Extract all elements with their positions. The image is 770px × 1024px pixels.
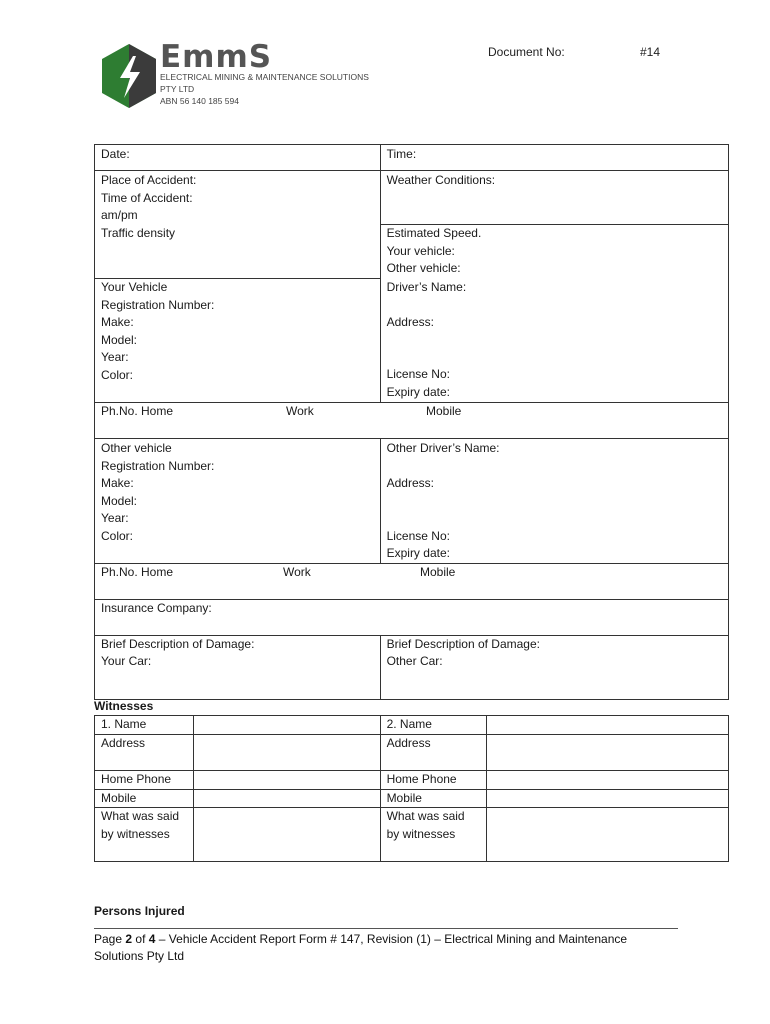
phone-row-2[interactable]	[95, 563, 729, 599]
table-row	[95, 599, 729, 635]
footer-text-2: Solutions Pty Ltd	[94, 949, 185, 963]
w2-home-phone-input[interactable]	[486, 771, 728, 790]
ampm-label: am/pm	[101, 208, 138, 222]
other-driver-license-label: License No:	[386, 528, 450, 543]
other-driver-name-label: Other Driver’s Name:	[386, 441, 500, 455]
phone2-mobile-label: Mobile	[420, 564, 456, 579]
table-row	[95, 279, 729, 403]
insurance-label: Insurance Company:	[101, 600, 212, 615]
other-vehicle-speed-label: Other vehicle:	[386, 261, 461, 275]
w1-address-label: Address	[95, 735, 194, 771]
time-cell[interactable]	[380, 145, 728, 171]
table-row	[95, 789, 729, 808]
your-vehicle-model-label: Model:	[101, 332, 138, 347]
your-vehicle-make-label: Make:	[101, 315, 134, 329]
logo-title: EmmS	[160, 39, 273, 75]
footer-divider	[94, 928, 678, 929]
w2-name-label: 2. Name	[380, 716, 486, 735]
weather-label: Weather Conditions:	[386, 173, 496, 187]
logo-line-2: PTY LTD	[160, 84, 195, 94]
w2-address-input[interactable]	[486, 735, 728, 771]
your-vehicle-reg-label: Registration Number:	[101, 297, 215, 312]
w2-home-phone-label: Home Phone	[380, 771, 486, 790]
w1-name-label: 1. Name	[95, 716, 194, 735]
footer-page-label: Page	[94, 932, 123, 946]
table-row	[95, 145, 729, 171]
phone2-home-label: Ph.No. Home	[101, 564, 174, 579]
driver-license-label: License No:	[386, 367, 450, 381]
weather-cell[interactable]	[380, 171, 728, 225]
other-vehicle-model-label: Model:	[101, 493, 138, 508]
damage-left-title: Brief Description of Damage:	[101, 636, 255, 651]
table-row	[95, 771, 729, 790]
footer-text-1: – Vehicle Accident Report Form # 147, Revision (1) – Electrical Mining and Maintenance	[158, 932, 628, 946]
other-vehicle-title: Other vehicle	[101, 441, 172, 455]
time-of-accident-label: Time of Accident:	[101, 190, 193, 205]
other-vehicle-make-label: Make:	[101, 476, 134, 490]
phone1-home-label: Ph.No. Home	[101, 404, 174, 418]
time-label: Time:	[386, 147, 417, 161]
witnesses-heading: Witnesses	[94, 699, 154, 713]
phone-row-1[interactable]	[95, 403, 729, 439]
w2-said-label-2: by witnesses	[386, 826, 456, 841]
place-cell[interactable]	[95, 171, 381, 225]
other-driver-cell[interactable]	[380, 439, 728, 564]
w2-mobile-input[interactable]	[486, 789, 728, 808]
damage-other-car-cell[interactable]	[380, 635, 728, 699]
table-row	[95, 171, 729, 225]
traffic-label: Traffic density	[101, 225, 176, 240]
document-number-value: #14	[640, 45, 661, 59]
document-number-label: Document No:	[488, 45, 565, 59]
table-row	[95, 225, 729, 279]
phone1-work-label: Work	[286, 404, 314, 418]
persons-injured-heading: Persons Injured	[94, 904, 185, 918]
footer-page-num: 2	[125, 932, 133, 946]
table-row	[95, 635, 729, 699]
w2-said-cell	[380, 808, 486, 862]
other-vehicle-reg-label: Registration Number:	[101, 458, 215, 473]
other-driver-address-label: Address:	[386, 476, 434, 490]
logo-mark-icon	[100, 42, 158, 110]
table-row	[95, 439, 729, 564]
driver-name-label: Driver’s Name:	[386, 279, 467, 294]
w1-home-phone-input[interactable]	[193, 771, 380, 790]
w2-said-label-1: What was said	[386, 809, 465, 823]
footer-of-label: of	[135, 932, 146, 946]
damage-right-sub: Other Car:	[386, 654, 443, 668]
table-row	[95, 808, 729, 862]
place-label: Place of Accident:	[101, 173, 197, 187]
w1-said-input[interactable]	[193, 808, 380, 862]
your-vehicle-color-label: Color:	[101, 367, 134, 382]
phone1-mobile-label: Mobile	[426, 404, 462, 418]
w1-home-phone-label: Home Phone	[95, 771, 194, 790]
w2-name-input[interactable]	[486, 716, 728, 735]
driver-address-label: Address:	[386, 314, 434, 329]
your-vehicle-speed-label: Your vehicle:	[386, 243, 455, 258]
other-driver-expiry-label: Expiry date:	[386, 546, 450, 560]
witnesses-table	[94, 715, 729, 862]
footer-page-total: 4	[148, 932, 156, 946]
w1-said-label-2: by witnesses	[101, 826, 170, 841]
date-label: Date:	[101, 147, 130, 161]
w1-mobile-label: Mobile	[95, 789, 194, 808]
traffic-cell[interactable]	[95, 225, 381, 279]
est-speed-label: Estimated Speed.	[386, 226, 482, 240]
w2-said-input[interactable]	[486, 808, 728, 862]
w1-said-label-1: What was said	[101, 809, 180, 823]
table-row	[95, 403, 729, 439]
damage-right-title: Brief Description of Damage:	[386, 636, 540, 651]
page-footer	[94, 931, 694, 965]
date-cell[interactable]	[95, 145, 381, 171]
other-vehicle-color-label: Color:	[101, 528, 134, 543]
table-row	[95, 735, 729, 771]
your-vehicle-title: Your Vehicle	[101, 280, 168, 294]
logo-line-3: ABN 56 140 185 594	[160, 96, 239, 106]
w1-said-cell	[95, 808, 194, 862]
w2-mobile-label: Mobile	[380, 789, 486, 808]
logo-line-1: ELECTRICAL MINING & MAINTENANCE SOLUTIONS	[160, 72, 369, 82]
other-vehicle-cell[interactable]	[95, 439, 381, 564]
driver-cell[interactable]	[380, 279, 728, 403]
damage-left-sub: Your Car:	[101, 654, 152, 668]
w1-address-input[interactable]	[193, 735, 380, 771]
table-row	[95, 716, 729, 735]
accident-form-table	[94, 144, 729, 700]
w1-name-input[interactable]	[193, 716, 380, 735]
your-vehicle-cell[interactable]	[95, 279, 381, 403]
insurance-cell[interactable]	[95, 599, 729, 635]
phone2-work-label: Work	[283, 564, 311, 579]
w2-address-label: Address	[380, 735, 486, 771]
damage-your-car-cell[interactable]	[95, 635, 381, 699]
company-logo	[100, 39, 369, 112]
table-row	[95, 563, 729, 599]
other-vehicle-year-label: Year:	[101, 511, 129, 525]
driver-expiry-label: Expiry date:	[386, 384, 450, 399]
w1-mobile-input[interactable]	[193, 789, 380, 808]
your-vehicle-year-label: Year:	[101, 350, 129, 364]
speed-cell[interactable]	[380, 225, 728, 279]
